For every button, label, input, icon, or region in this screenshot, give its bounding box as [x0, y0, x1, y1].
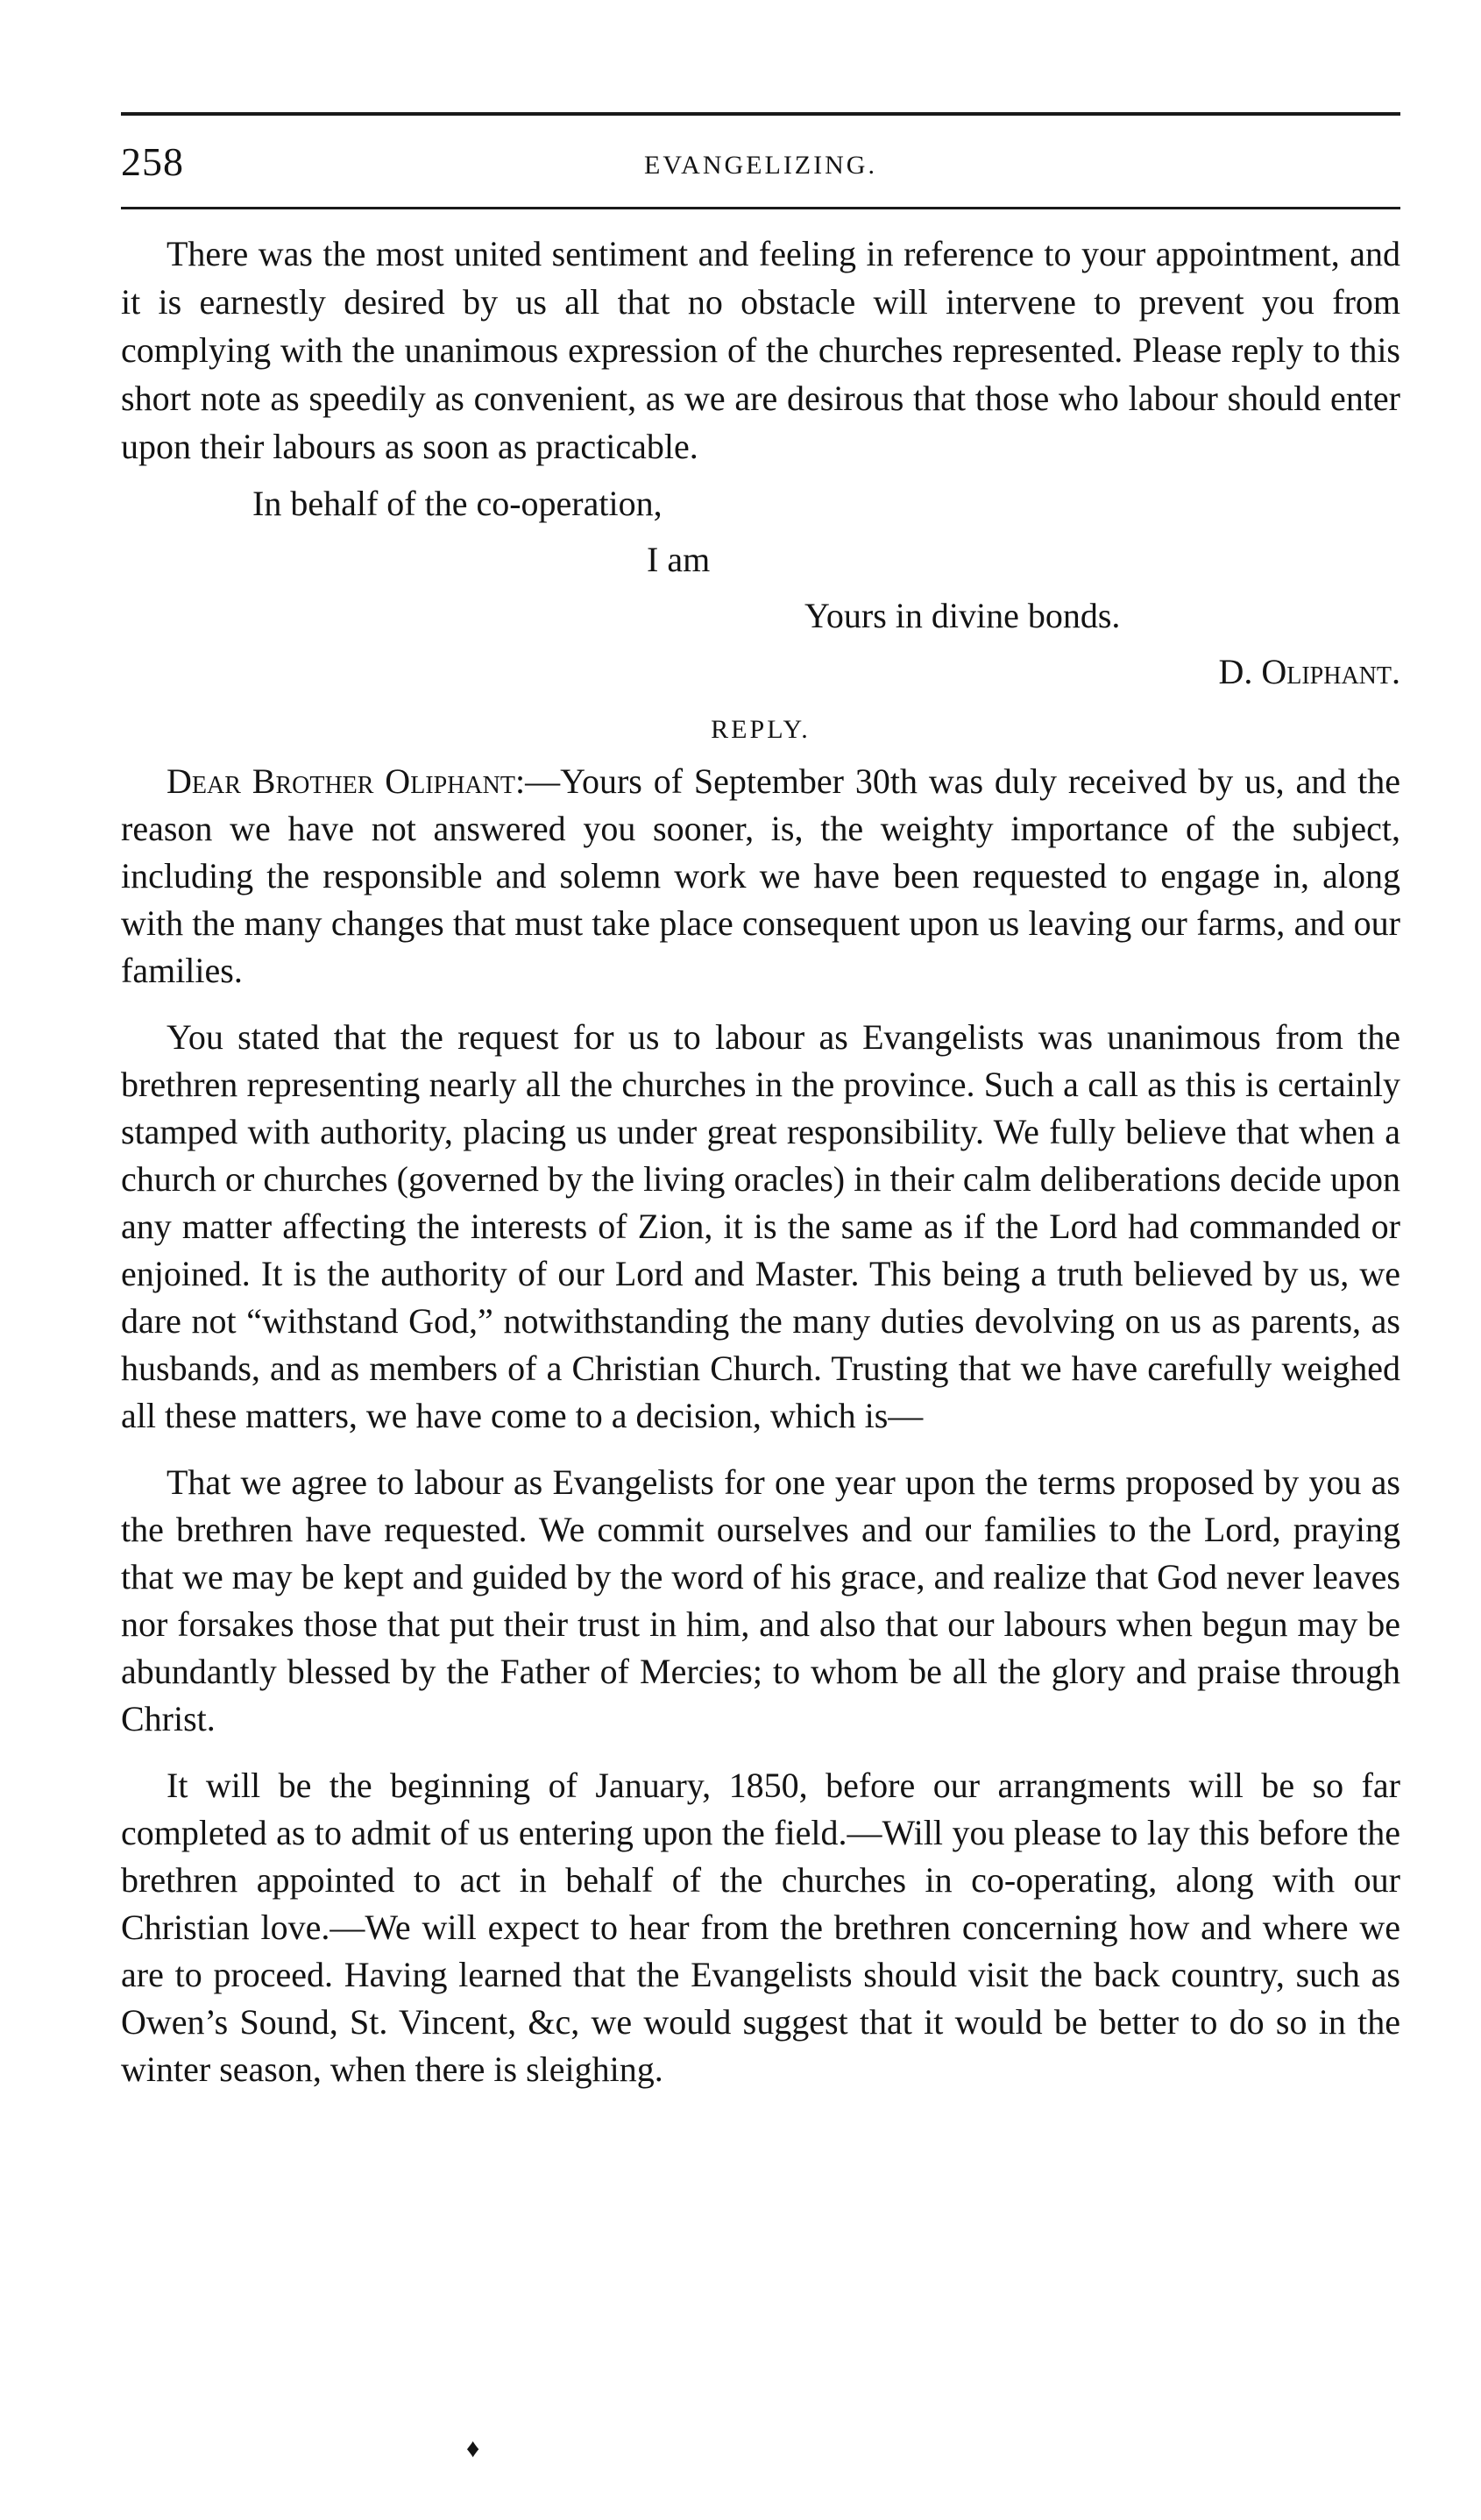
reply-salutation: Dear Brother Oliphant — [167, 761, 515, 801]
reply-paragraph-1 — [121, 758, 1400, 995]
page-body — [121, 230, 1400, 2093]
reply-paragraph-1-text: :—Yours of September 30th was duly received by us, and the reason we have not answered you sooner, is, the weighty importance of the subject, including the responsible and solemn work we have been requested to engage in, along with the many changes that must take place consequent upon us leaving our farms, and our families. — [121, 761, 1401, 990]
running-head: EVANGELIZING. — [644, 151, 877, 180]
end-ornament: ♦ — [466, 2434, 480, 2463]
reply-paragraph-3: That we agree to labour as Evangelists for one year upon the terms proposed by you as the brethren have requested. We commit ourselves and our families to the Lord, praying that we may be kept and guided by the word of his grace, and realize that God never leaves nor forsakes those that put their trust in him, and also that our labours when begun may be abundantly blessed by the Father of Mercies; to whom be all the glory and praise through Christ. — [121, 1462, 1400, 1738]
page-number: 258 — [121, 139, 184, 184]
letter-paragraph: There was the most united sentiment and feeling in reference to your appointment, and it is earnestly desired by us all that no obstacle will intervene to prevent you from complying with the unanimous expression of the churches represented. Please reply to this short note as speedily as convenient, as we are desirous that those who labour should enter upon their labours as soon as practicable. — [121, 234, 1400, 466]
closing-behalf-line: In behalf of the co-operation, — [252, 484, 663, 523]
closing-valediction: Yours in divine bonds. — [804, 596, 1121, 635]
signature-name: D. Oliphant. — [1218, 652, 1400, 691]
reply-heading: REPLY. — [711, 715, 811, 744]
closing-i-am: I am — [647, 540, 711, 579]
reply-paragraph-4: It will be the beginning of January, 1850, before our arrangments will be so far completed as to admit of us entering upon the field.—Will you please to lay this before the brethren appointed to act in behalf of the churches in co-operating, along with our Christian love.—We will expect to hear from the brethren concerning how and where we are to proceed. Having learned that the Evangelists should visit the back country, such as Owen’s Sound, St. Vincent, &c, we would suggest that it would be better to do so in the winter season, when there is sleighing. — [121, 1766, 1400, 2089]
header-top-rule — [121, 112, 1400, 116]
header-bottom-rule — [121, 207, 1400, 209]
reply-paragraph-2: You stated that the request for us to labour as Evangelists was unanimous from the brethren representing nearly all the churches in the province. Such a call as this is certainly stamped with authority, placing us under great responsibility. We fully believe that when a church or churches (governed by the living oracles) in their calm deliberations decide upon any matter affecting the interests of Zion, it is the same as if the Lord had commanded or enjoined. It is the authority of our Lord and Master. This being a truth believed by us, we dare not “withstand God,” notwithstanding the many duties devolving on us as parents, as husbands, and as members of a Christian Church. Trusting that we have carefully weighed all these matters, we have come to a decision, which is— — [121, 1017, 1400, 1435]
letter-closing — [121, 476, 1400, 700]
page-header — [121, 131, 1400, 193]
reply-letter — [121, 758, 1400, 2093]
